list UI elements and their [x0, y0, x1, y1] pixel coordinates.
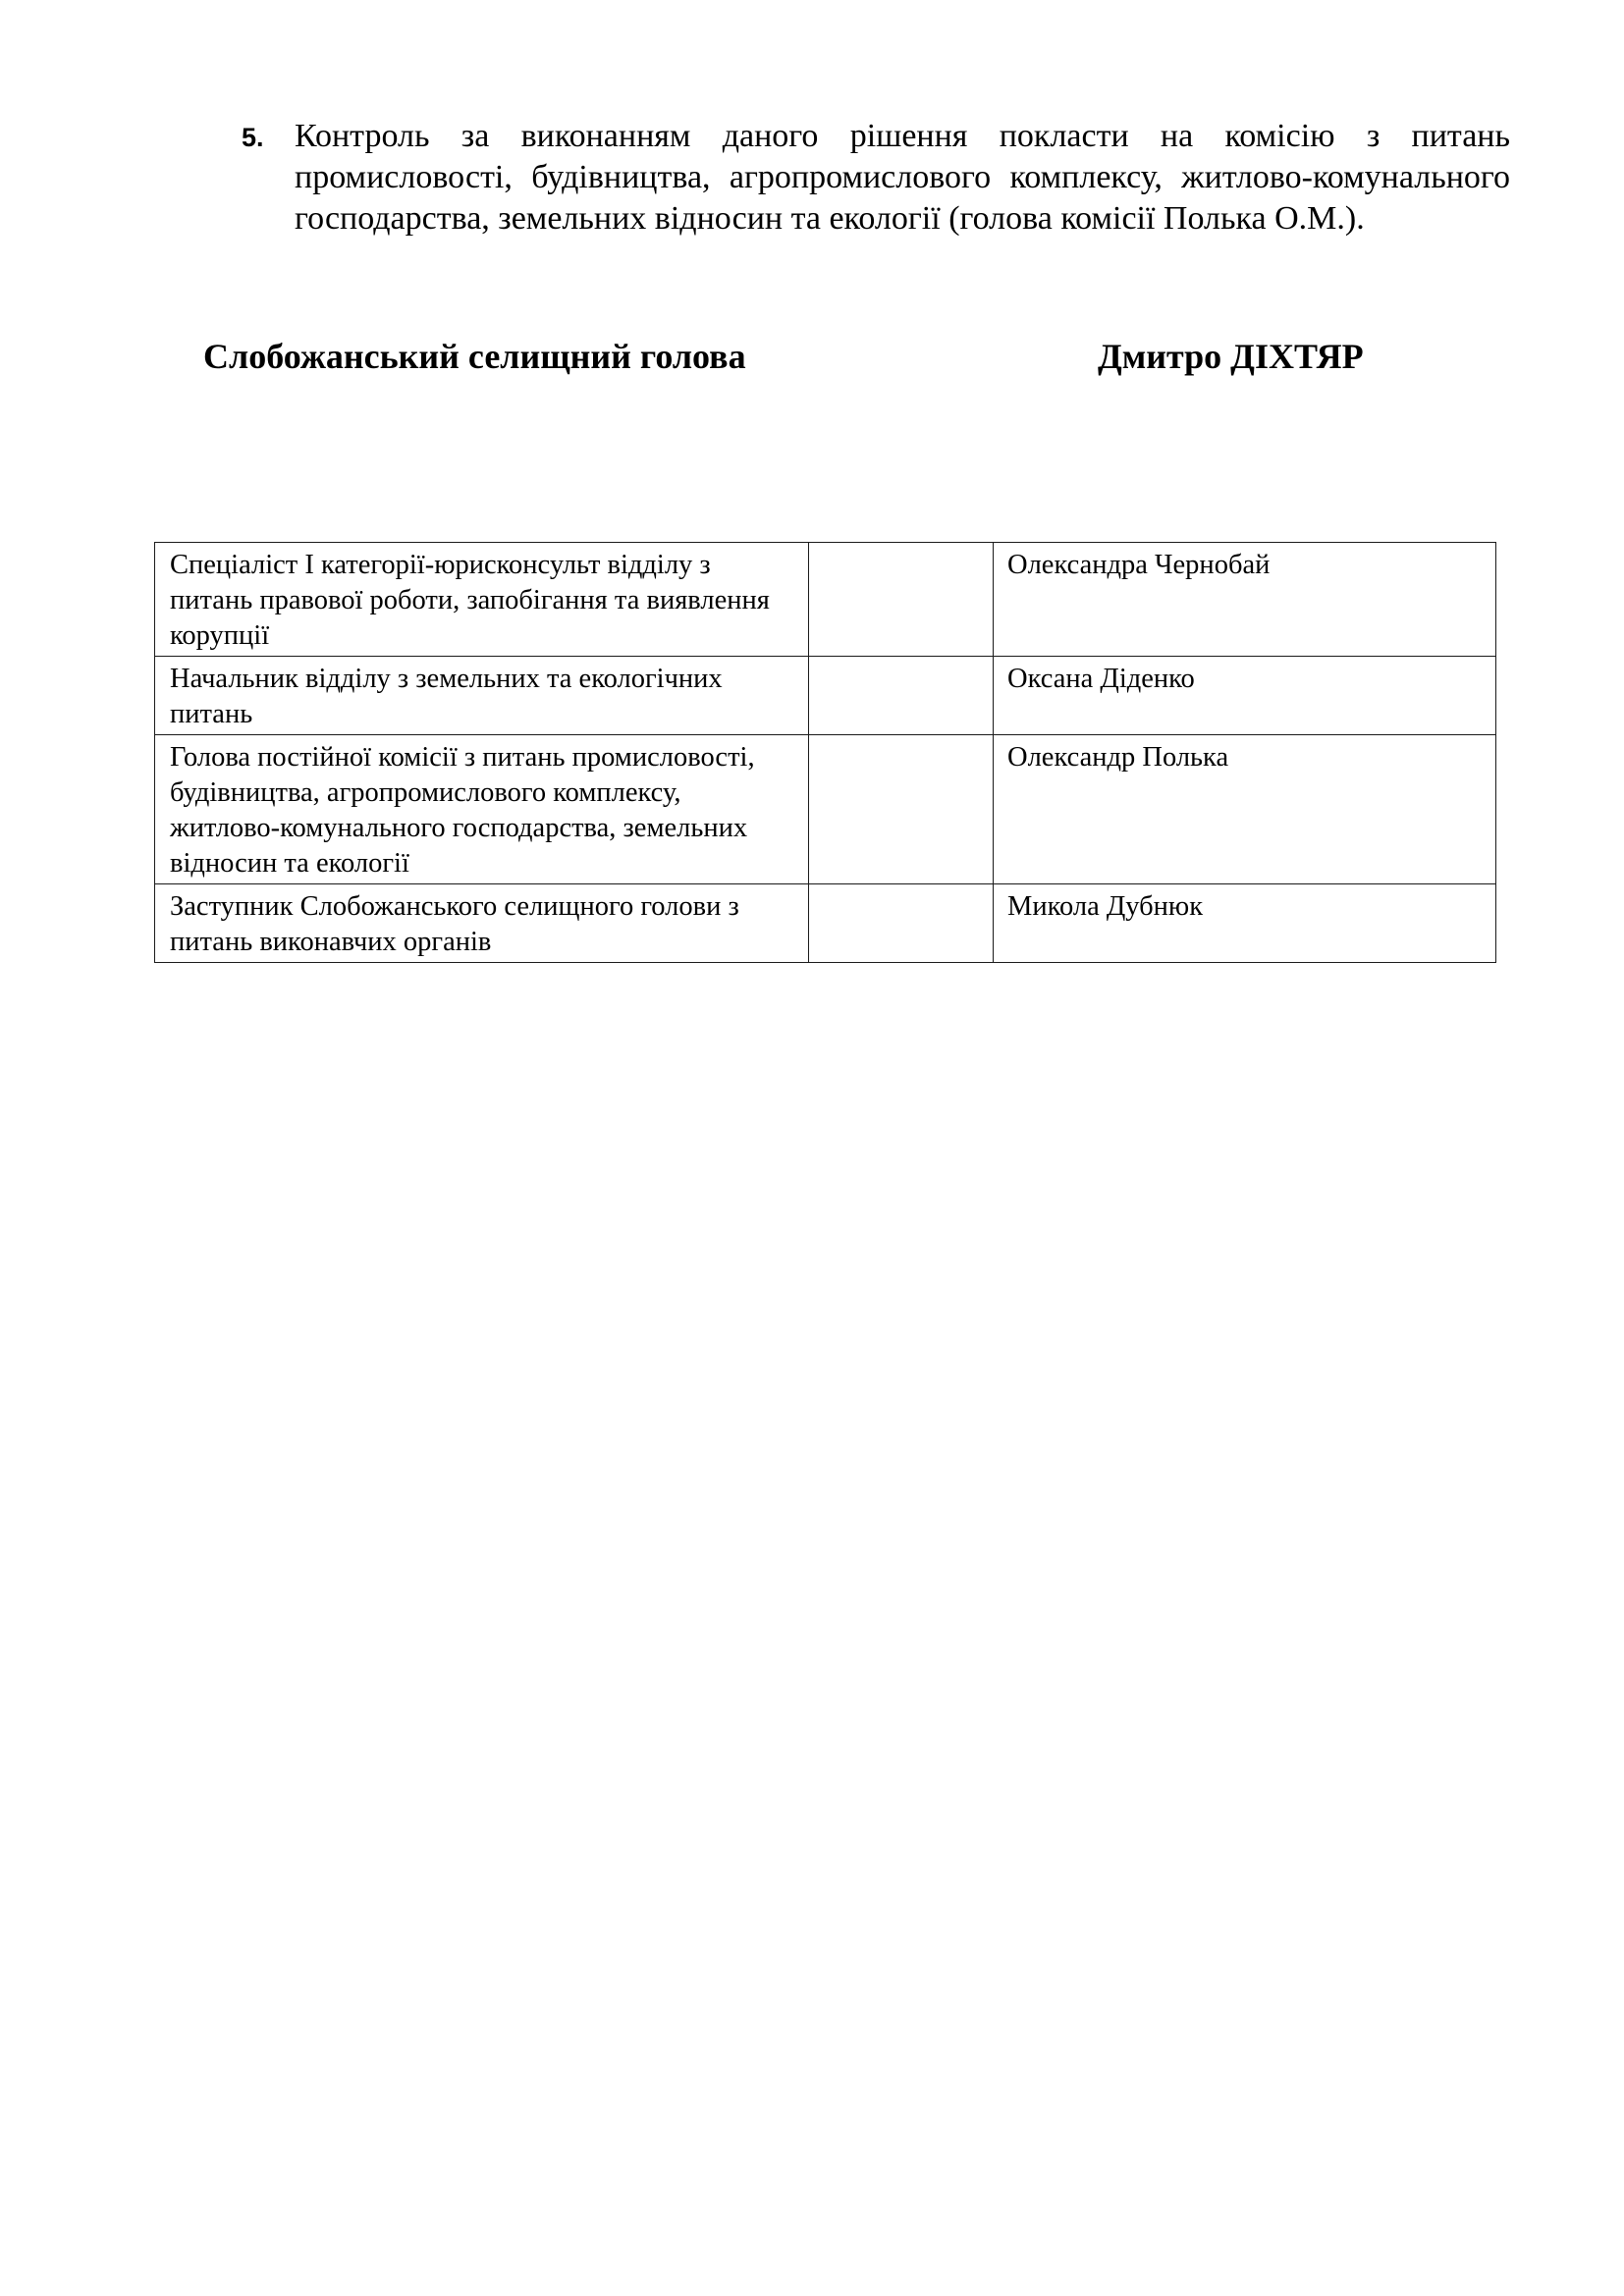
position-cell: Начальник відділу з земельних та екологічних питань: [155, 657, 809, 735]
position-cell: Голова постійної комісії з питань промисловості, будівництва, агропромислового комплексу, житлово-комунального господарства, земельних відносин та екології: [155, 735, 809, 884]
signature-cell: [809, 884, 994, 963]
decision-item-5: [242, 116, 1510, 240]
name-cell: Олександр Полька: [994, 735, 1496, 884]
table-row: [155, 657, 1496, 735]
item-number: 5.: [242, 123, 264, 152]
name-cell: Оксана Діденко: [994, 657, 1496, 735]
name-cell: Олександра Чернобай: [994, 543, 1496, 657]
position-cell: Спеціаліст І категорії-юрисконсульт відділу з питань правової роботи, запобігання та виявлення корупції: [155, 543, 809, 657]
table-row: [155, 735, 1496, 884]
signature-cell: [809, 543, 994, 657]
signature-cell: [809, 735, 994, 884]
position-cell: Заступник Слобожанського селищного голови з питань виконавчих органів: [155, 884, 809, 963]
signatory-name: Дмитро ДІХТЯР: [1098, 337, 1364, 376]
approval-table: [154, 542, 1496, 963]
table-row: [155, 543, 1496, 657]
signature-cell: [809, 657, 994, 735]
signature-block: [0, 332, 1624, 381]
item-text: Контроль за виконанням даного рішення покласти на комісію з питань промисловості, будівництва, агропромислового комплексу, житлово-комунального господарства, земельних відносин та екології (голова комісії Полька О.М.).: [295, 118, 1510, 237]
signatory-title: Слобожанський селищний голова: [203, 337, 746, 376]
name-cell: Микола Дубнюк: [994, 884, 1496, 963]
table-row: [155, 884, 1496, 963]
